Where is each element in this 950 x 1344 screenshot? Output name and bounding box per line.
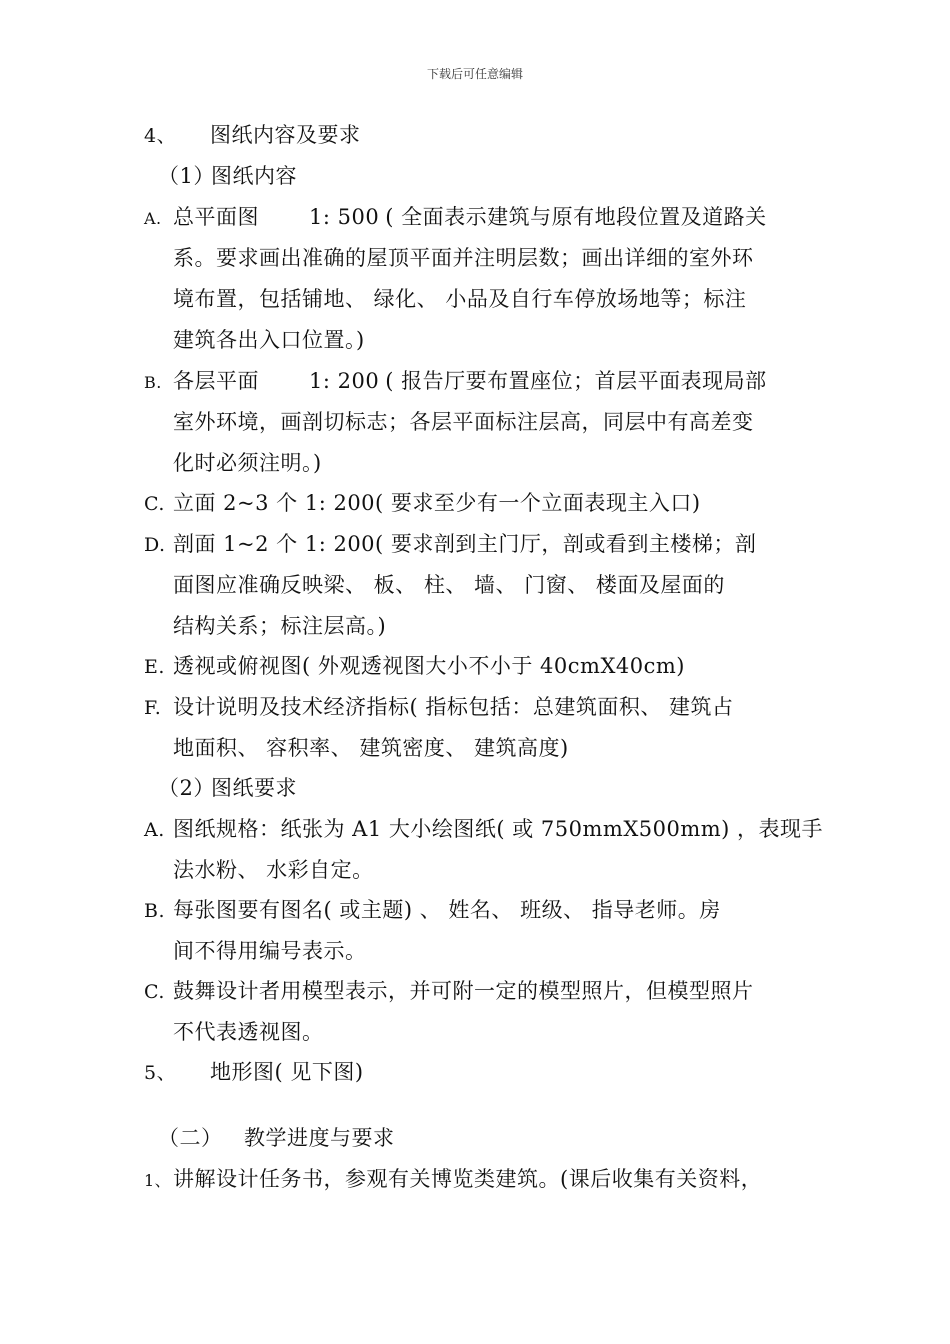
req-b-line-1 xyxy=(144,895,824,926)
page-header: 下载后可任意编辑 xyxy=(426,67,523,81)
req-b-line-2: 间不得用编号表示。 xyxy=(173,939,367,963)
item-marker: F. xyxy=(144,697,162,719)
item-text: ( 报告厅要布置座位；首层平面表现局部 xyxy=(385,369,767,393)
req-c-line-1 xyxy=(144,976,824,1007)
part-number: （二） xyxy=(158,1126,223,1150)
step-1-line-1 xyxy=(144,1164,824,1196)
req-c-line-2: 不代表透视图。 xyxy=(173,1020,324,1044)
item-text: 鼓舞设计者用模型表示，并可附一定的模型照片，但模型照片 xyxy=(173,979,754,1003)
part-title: 教学进度与要求 xyxy=(244,1126,395,1150)
item-d-line-2: 面图应准确反映梁、 板、 柱、 墙、 门窗、 楼面及屋面的 xyxy=(173,573,725,597)
item-c-line-1 xyxy=(144,488,824,519)
step-marker: 1、 xyxy=(144,1171,172,1190)
item-text: 立面 2~3 个 1: 200( 要求至少有一个立面表现主入口) xyxy=(173,491,701,515)
item-scale: 1: 500 xyxy=(309,205,380,229)
section-5-heading xyxy=(144,1057,824,1088)
item-d-line-1 xyxy=(144,529,824,560)
subsection-2-heading xyxy=(158,773,838,803)
item-marker: A. xyxy=(144,209,162,228)
item-marker: D. xyxy=(144,534,166,556)
subsection-title: 图纸要求 xyxy=(211,776,297,800)
subsection-number: （2） xyxy=(158,776,215,800)
subsection-number: （1） xyxy=(158,164,215,188)
item-marker: C. xyxy=(144,981,165,1003)
item-b-line-3: 化时必须注明。) xyxy=(173,451,322,475)
subsection-title: 图纸内容 xyxy=(211,164,297,188)
item-marker: A. xyxy=(144,819,165,841)
item-text: 透视或俯视图( 外观透视图大小不小于 40cmX40cm) xyxy=(173,654,685,678)
section-4-heading xyxy=(144,120,824,151)
item-text: 图纸规格：纸张为 A1 大小绘图纸( 或 750mmX500mm) ，表现手 xyxy=(173,817,824,841)
item-title: 各层平面 xyxy=(173,369,259,393)
req-a-line-1 xyxy=(144,814,824,845)
item-marker: B. xyxy=(144,900,166,922)
item-marker: C. xyxy=(144,493,165,515)
item-a-line-2: 系。要求画出准确的屋顶平面并注明层数；画出详细的室外环 xyxy=(173,246,754,270)
item-d-line-3: 结构关系；标注层高。) xyxy=(173,614,387,638)
item-text: 剖面 1~2 个 1: 200( 要求剖到主门厅，剖或看到主楼梯；剖 xyxy=(173,532,757,556)
item-scale: 1: 200 xyxy=(309,369,380,393)
section-title: 图纸内容及要求 xyxy=(210,123,361,147)
req-a-line-2: 法水粉、 水彩自定。 xyxy=(173,858,374,882)
item-marker: E. xyxy=(144,656,165,678)
item-a-line-4: 建筑各出入口位置。) xyxy=(173,328,365,352)
item-text: 设计说明及技术经济指标( 指标包括：总建筑面积、 建筑占 xyxy=(173,695,734,719)
item-marker: B. xyxy=(144,373,162,392)
item-a-line-1 xyxy=(144,202,824,234)
subsection-1-heading xyxy=(158,161,838,191)
item-e-line-1 xyxy=(144,651,824,682)
item-text: 每张图要有图名( 或主题) 、 姓名、 班级、 指导老师。房 xyxy=(173,898,721,922)
item-f-line-2: 地面积、 容积率、 建筑密度、 建筑高度) xyxy=(173,736,569,760)
item-f-line-1 xyxy=(144,692,824,723)
item-title: 总平面图 xyxy=(173,205,259,229)
item-text: ( 全面表示建筑与原有地段位置及道路关 xyxy=(385,205,767,229)
section-number: 4、 xyxy=(144,125,177,147)
section-number: 5、 xyxy=(144,1062,177,1084)
section-title: 地形图( 见下图) xyxy=(210,1060,364,1084)
item-b-line-2: 室外环境，画剖切标志；各层平面标注层高，同层中有高差变 xyxy=(173,410,754,434)
item-b-line-1 xyxy=(144,366,824,398)
step-text: 讲解设计任务书，参观有关博览类建筑。(课后收集有关资料， xyxy=(173,1167,763,1191)
item-a-line-3: 境布置，包括铺地、 绿化、 小品及自行车停放场地等；标注 xyxy=(173,287,747,311)
part-2-heading xyxy=(158,1123,838,1153)
